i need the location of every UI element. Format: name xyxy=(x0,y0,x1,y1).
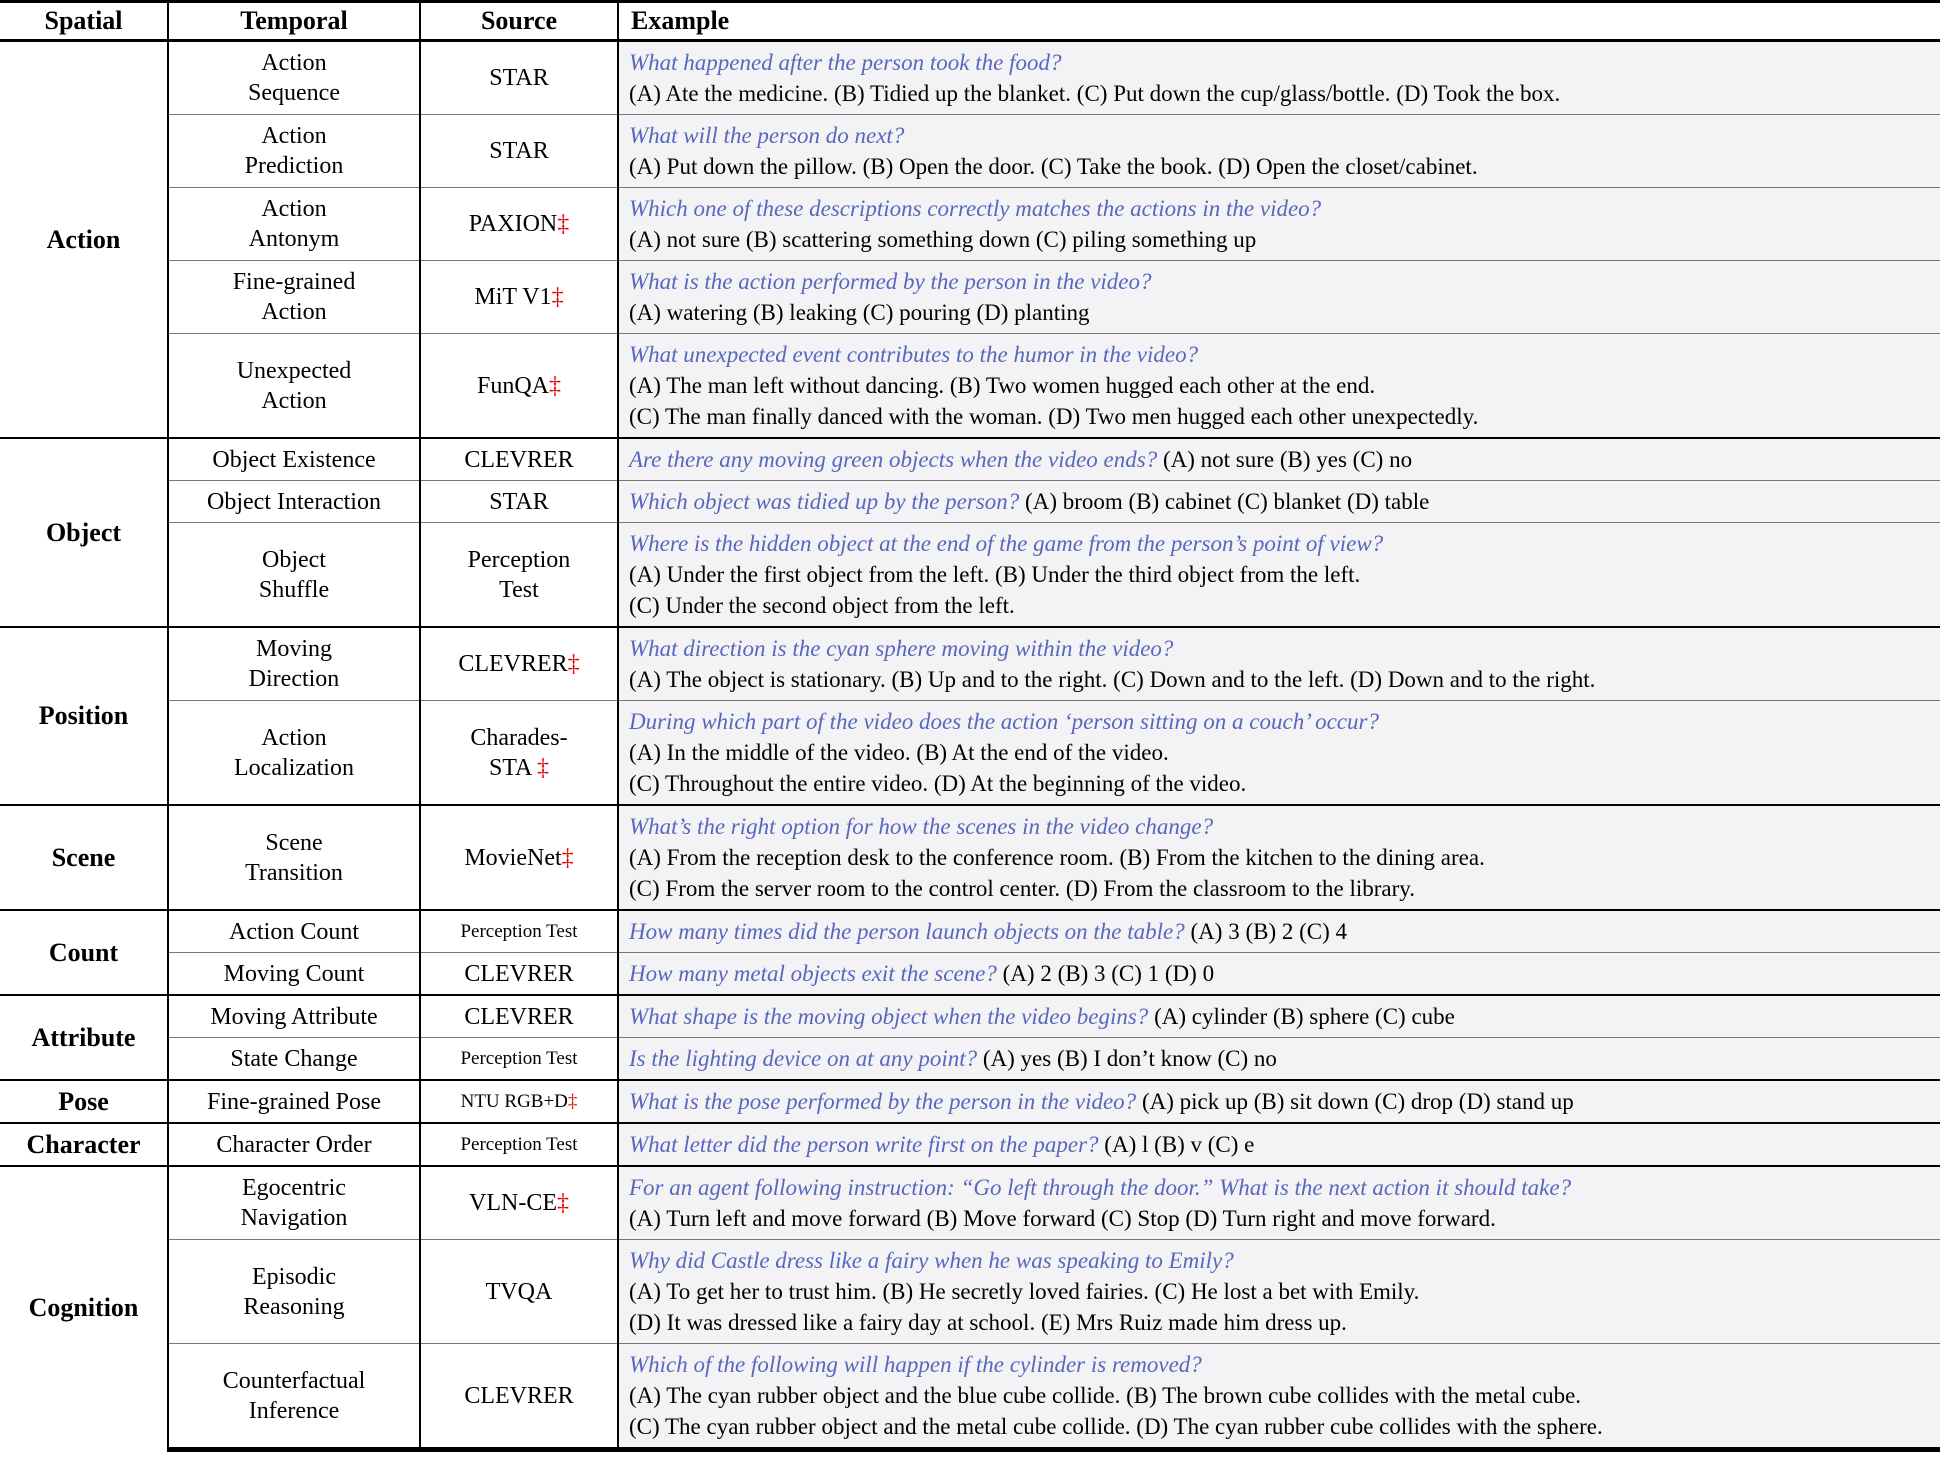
question-text: What direction is the cyan sphere moving within the video? xyxy=(629,636,1174,661)
example-line xyxy=(629,224,1930,255)
answer-options-text: (C) The man finally danced with the woman. (D) Two men hugged each other unexpectedly. xyxy=(629,404,1479,429)
source-dataset-label: Perception Test xyxy=(460,1133,578,1155)
header-example: Example xyxy=(618,2,1940,41)
example-line xyxy=(629,1172,1930,1203)
question-text: Which of the following will happen if the cylinder is removed? xyxy=(629,1352,1202,1377)
answer-options-text: (C) The cyan rubber object and the metal cube collide. (D) The cyan rubber cube collides with the sphere. xyxy=(629,1414,1603,1439)
source-dataset-cell xyxy=(420,334,618,439)
question-text: What is the pose performed by the person in the video? xyxy=(629,1089,1137,1114)
example-line xyxy=(629,590,1930,621)
source-dataset-cell xyxy=(420,481,618,523)
source-line xyxy=(427,445,611,475)
table-row xyxy=(0,115,1940,188)
example-line xyxy=(629,1086,1930,1117)
example-line xyxy=(629,1245,1930,1276)
temporal-task-cell xyxy=(168,481,420,523)
source-line xyxy=(427,843,611,873)
source-dataset-label: STAR xyxy=(489,138,549,164)
source-dataset-label: FunQA xyxy=(476,372,549,399)
table-row xyxy=(0,953,1940,996)
example-line xyxy=(629,1411,1930,1442)
temporal-task-label: Fine-grained xyxy=(232,269,356,295)
answer-options-text: (A) yes (B) I don’t know (C) no xyxy=(977,1046,1277,1071)
spatial-category-cell: Position xyxy=(0,627,168,805)
example-cell xyxy=(618,953,1940,996)
example-line xyxy=(629,486,1930,517)
dagger-footnote-marker: ‡ xyxy=(561,844,574,871)
source-line xyxy=(427,282,611,312)
source-dataset-cell xyxy=(420,953,618,996)
example-line xyxy=(629,633,1930,664)
example-cell xyxy=(618,910,1940,953)
source-dataset-cell xyxy=(420,115,618,188)
dagger-footnote-marker: ‡ xyxy=(567,1090,578,1112)
source-dataset-label: MovieNet xyxy=(464,844,562,871)
temporal-task-cell xyxy=(168,1240,420,1344)
temporal-task-label: Moving Attribute xyxy=(210,1003,378,1030)
dagger-footnote-marker: ‡ xyxy=(537,754,550,781)
temporal-task-cell xyxy=(168,261,420,334)
answer-options-text: (D) It was dressed like a fairy day at school. (E) Mrs Ruiz made him dress up. xyxy=(629,1310,1347,1335)
temporal-task-cell xyxy=(168,953,420,996)
example-cell xyxy=(618,1240,1940,1344)
source-line xyxy=(427,1188,611,1218)
example-cell xyxy=(618,1123,1940,1166)
source-dataset-cell xyxy=(420,1038,618,1081)
question-text: What is the action performed by the person in the video? xyxy=(629,269,1152,294)
source-dataset-label: Perception xyxy=(467,546,571,573)
header-row xyxy=(0,2,1940,41)
source-dataset-label: MiT V1 xyxy=(474,284,552,310)
table-row xyxy=(0,1166,1940,1240)
temporal-task-label: Moving xyxy=(255,636,332,662)
source-line xyxy=(427,1381,611,1411)
source-dataset-cell xyxy=(420,438,618,481)
spatial-category-cell: Scene xyxy=(0,805,168,910)
example-cell xyxy=(618,523,1940,628)
temporal-task-label: Action xyxy=(261,196,327,222)
source-dataset-label: STAR xyxy=(489,65,549,91)
table-row xyxy=(0,1240,1940,1344)
example-line xyxy=(629,873,1930,904)
temporal-task-label: Direction xyxy=(248,666,340,692)
question-text: What letter did the person write first on the paper? xyxy=(629,1132,1099,1157)
table-row xyxy=(0,41,1940,115)
spatial-category-cell: Count xyxy=(0,910,168,995)
answer-options-text: (A) The object is stationary. (B) Up and to the right. (C) Down and to the left. (D) Down and to the right. xyxy=(629,667,1596,692)
spatial-category-cell: Character xyxy=(0,1123,168,1166)
question-text: During which part of the video does the action ‘person sitting on a couch’ occur? xyxy=(629,709,1379,734)
question-text: For an agent following instruction: “Go left through the door.” What is the next action it should take? xyxy=(629,1175,1572,1200)
question-text: Where is the hidden object at the end of the game from the person’s point of view? xyxy=(629,531,1384,556)
temporal-task-cell xyxy=(168,1166,420,1240)
question-text: Is the lighting device on at any point? xyxy=(629,1046,978,1071)
temporal-task-cell xyxy=(168,1038,420,1081)
table-row xyxy=(0,1344,1940,1450)
temporal-task-label: Reasoning xyxy=(243,1293,345,1320)
temporal-task-label: Action xyxy=(261,299,327,325)
temporal-task-label: Episodic xyxy=(252,1263,336,1290)
table-row xyxy=(0,995,1940,1038)
header-spatial: Spatial xyxy=(0,2,168,41)
temporal-task-cell xyxy=(168,523,420,628)
table-row xyxy=(0,627,1940,701)
temporal-task-cell xyxy=(168,188,420,261)
source-dataset-label: CLEVRER xyxy=(464,1003,574,1030)
example-line xyxy=(629,151,1930,182)
source-dataset-cell xyxy=(420,1123,618,1166)
example-line xyxy=(629,811,1930,842)
table-row xyxy=(0,523,1940,628)
example-cell xyxy=(618,627,1940,701)
source-dataset-label: PAXION xyxy=(468,211,558,237)
source-line xyxy=(427,1087,611,1117)
temporal-task-label: Action xyxy=(261,50,327,76)
temporal-task-label: Object xyxy=(262,546,326,573)
example-cell xyxy=(618,995,1940,1038)
example-cell xyxy=(618,41,1940,115)
spatial-category-cell: Object xyxy=(0,438,168,627)
example-line xyxy=(629,958,1930,989)
source-line xyxy=(427,917,611,947)
header-temporal: Temporal xyxy=(168,2,420,41)
temporal-task-label: Shuffle xyxy=(258,576,330,603)
answer-options-text: (A) From the reception desk to the conference room. (B) From the kitchen to the dining area. xyxy=(629,845,1485,870)
example-cell xyxy=(618,1166,1940,1240)
answer-options-text: (A) In the middle of the video. (B) At the end of the video. xyxy=(629,740,1169,765)
example-cell xyxy=(618,701,1940,806)
temporal-task-label: Unexpected xyxy=(236,357,352,384)
temporal-task-label: Counterfactual xyxy=(222,1367,366,1394)
source-dataset-label: Charades- xyxy=(470,724,568,751)
temporal-task-label: Action xyxy=(261,387,327,414)
example-line xyxy=(629,1380,1930,1411)
dagger-footnote-marker: ‡ xyxy=(557,211,570,237)
example-cell xyxy=(618,1080,1940,1123)
temporal-task-label: Fine-grained Pose xyxy=(207,1088,381,1115)
source-dataset-label: STA xyxy=(488,754,538,781)
source-dataset-label: CLEVRER xyxy=(464,1382,574,1409)
table-row xyxy=(0,805,1940,910)
dagger-footnote-marker: ‡ xyxy=(549,372,561,399)
table-body xyxy=(0,41,1940,1450)
temporal-task-cell xyxy=(168,115,420,188)
spatial-category-cell: Pose xyxy=(0,1080,168,1123)
example-cell xyxy=(618,1344,1940,1450)
temporal-task-label: Object Interaction xyxy=(207,488,381,515)
source-dataset-cell xyxy=(420,188,618,261)
temporal-task-label: Action xyxy=(261,123,327,149)
source-dataset-cell xyxy=(420,261,618,334)
example-line xyxy=(629,1043,1930,1074)
temporal-task-label: Scene xyxy=(265,829,323,856)
temporal-task-label: Moving Count xyxy=(223,960,365,987)
source-line xyxy=(427,1277,611,1307)
dagger-footnote-marker: ‡ xyxy=(556,1190,569,1216)
question-text: What happened after the person took the food? xyxy=(629,50,1062,75)
temporal-task-label: Action Count xyxy=(229,918,359,945)
answer-options-text: (A) Under the first object from the left. (B) Under the third object from the left. xyxy=(629,562,1361,587)
answer-options-text: (A) broom (B) cabinet (C) blanket (D) table xyxy=(1019,489,1430,514)
example-line xyxy=(629,916,1930,947)
temporal-task-label: State Change xyxy=(230,1045,358,1072)
example-line xyxy=(629,768,1930,799)
answer-options-text: (A) watering (B) leaking (C) pouring (D) planting xyxy=(629,300,1090,325)
table-row xyxy=(0,334,1940,439)
temporal-task-cell xyxy=(168,910,420,953)
temporal-task-label: Object Existence xyxy=(212,446,376,473)
source-line xyxy=(427,723,611,753)
source-dataset-cell xyxy=(420,1166,618,1240)
temporal-task-cell xyxy=(168,334,420,439)
temporal-task-cell xyxy=(168,805,420,910)
example-line xyxy=(629,1307,1930,1338)
table-row xyxy=(0,1038,1940,1081)
source-dataset-cell xyxy=(420,995,618,1038)
source-line xyxy=(427,63,611,93)
spatial-category-cell: Action xyxy=(0,41,168,439)
temporal-task-label: Localization xyxy=(234,754,354,781)
question-text: Which object was tidied up by the person? xyxy=(629,489,1020,514)
example-cell xyxy=(618,481,1940,523)
temporal-task-label: Character Order xyxy=(216,1131,372,1158)
question-text: Why did Castle dress like a fairy when he was speaking to Emily? xyxy=(629,1248,1234,1273)
answer-options-text: (A) cylinder (B) sphere (C) cube xyxy=(1148,1004,1455,1029)
example-line xyxy=(629,193,1930,224)
example-cell xyxy=(618,805,1940,910)
header-source: Source xyxy=(420,2,618,41)
source-dataset-cell xyxy=(420,41,618,115)
example-line xyxy=(629,1001,1930,1032)
example-cell xyxy=(618,334,1940,439)
table-row xyxy=(0,1080,1940,1123)
temporal-task-cell xyxy=(168,1344,420,1450)
example-line xyxy=(629,370,1930,401)
example-line xyxy=(629,120,1930,151)
example-line xyxy=(629,297,1930,328)
example-cell xyxy=(618,115,1940,188)
answer-options-text: (A) not sure (B) yes (C) no xyxy=(1157,447,1413,472)
table-row xyxy=(0,188,1940,261)
source-dataset-label: STAR xyxy=(489,488,549,515)
temporal-task-cell xyxy=(168,1123,420,1166)
temporal-task-cell xyxy=(168,627,420,701)
question-text: Are there any moving green objects when the video ends? xyxy=(629,447,1158,472)
temporal-task-label: Inference xyxy=(248,1397,340,1424)
example-line xyxy=(629,1276,1930,1307)
temporal-task-cell xyxy=(168,995,420,1038)
question-text: What shape is the moving object when the video begins? xyxy=(629,1004,1149,1029)
source-dataset-label: VLN-CE xyxy=(469,1190,557,1216)
example-line xyxy=(629,47,1930,78)
source-dataset-cell xyxy=(420,805,618,910)
temporal-task-label: Prediction xyxy=(244,153,344,179)
source-line xyxy=(427,1002,611,1032)
temporal-task-label: Transition xyxy=(245,859,343,886)
temporal-task-cell xyxy=(168,701,420,806)
spatial-category-cell: Cognition xyxy=(0,1166,168,1450)
example-line xyxy=(629,664,1930,695)
answer-options-text: (A) Ate the medicine. (B) Tidied up the blanket. (C) Put down the cup/glass/bottle. (D) Took the box. xyxy=(629,81,1561,106)
spatial-category-cell: Attribute xyxy=(0,995,168,1080)
dagger-footnote-marker: ‡ xyxy=(551,284,564,310)
source-dataset-label: CLEVRER xyxy=(464,960,574,987)
dagger-footnote-marker: ‡ xyxy=(567,651,580,677)
example-cell xyxy=(618,1038,1940,1081)
table-row xyxy=(0,1123,1940,1166)
temporal-task-label: Egocentric xyxy=(242,1175,346,1201)
example-line xyxy=(629,842,1930,873)
source-line xyxy=(427,753,611,783)
source-line xyxy=(427,1044,611,1074)
example-line xyxy=(629,559,1930,590)
temporal-task-label: Navigation xyxy=(240,1205,348,1231)
example-cell xyxy=(618,261,1940,334)
answer-options-text: (A) l (B) v (C) e xyxy=(1098,1132,1255,1157)
answer-options-text: (A) The cyan rubber object and the blue cube collide. (B) The brown cube collides with the metal cube. xyxy=(629,1383,1582,1408)
answer-options-text: (A) not sure (B) scattering something down (C) piling something up xyxy=(629,227,1257,252)
answer-options-text: (A) Put down the pillow. (B) Open the door. (C) Take the book. (D) Open the closet/cabinet. xyxy=(629,154,1478,179)
source-dataset-label: TVQA xyxy=(485,1278,553,1305)
source-dataset-cell xyxy=(420,1344,618,1450)
question-text: What’s the right option for how the scenes in the video change? xyxy=(629,814,1214,839)
question-text: What unexpected event contributes to the humor in the video? xyxy=(629,342,1199,367)
answer-options-text: (A) Turn left and move forward (B) Move forward (C) Stop (D) Turn right and move forward. xyxy=(629,1206,1496,1231)
answer-options-text: (A) pick up (B) sit down (C) drop (D) stand up xyxy=(1136,1089,1574,1114)
source-line xyxy=(427,575,611,605)
answer-options-text: (A) 2 (B) 3 (C) 1 (D) 0 xyxy=(996,961,1215,986)
source-dataset-cell xyxy=(420,523,618,628)
source-line xyxy=(427,1130,611,1160)
source-dataset-label: Perception Test xyxy=(460,920,578,942)
temporal-task-cell xyxy=(168,41,420,115)
temporal-task-label: Action xyxy=(261,724,327,751)
answer-options-text: (A) The man left without dancing. (B) Two women hugged each other at the end. xyxy=(629,373,1376,398)
answer-options-text: (C) Throughout the entire video. (D) At the beginning of the video. xyxy=(629,771,1247,796)
source-line xyxy=(427,371,611,401)
answer-options-text: (C) From the server room to the control center. (D) From the classroom to the library. xyxy=(629,876,1416,901)
example-line xyxy=(629,444,1930,475)
table-row xyxy=(0,438,1940,481)
source-line xyxy=(427,545,611,575)
table-row xyxy=(0,910,1940,953)
table-row xyxy=(0,701,1940,806)
source-dataset-cell xyxy=(420,627,618,701)
source-dataset-label: CLEVRER xyxy=(464,446,574,473)
temporal-task-label: Antonym xyxy=(248,226,340,252)
source-line xyxy=(427,649,611,679)
question-text: What will the person do next? xyxy=(629,123,905,148)
example-cell xyxy=(618,438,1940,481)
example-line xyxy=(629,706,1930,737)
example-line xyxy=(629,737,1930,768)
example-line xyxy=(629,1129,1930,1160)
question-text: How many metal objects exit the scene? xyxy=(629,961,997,986)
answer-options-text: (A) To get her to trust him. (B) He secretly loved fairies. (C) He lost a bet with Emily. xyxy=(629,1279,1420,1304)
table-row xyxy=(0,261,1940,334)
source-dataset-label: CLEVRER xyxy=(458,651,568,677)
source-dataset-label: NTU RGB+D xyxy=(460,1090,568,1112)
source-dataset-label: Perception Test xyxy=(460,1047,578,1069)
source-dataset-cell xyxy=(420,1080,618,1123)
example-line xyxy=(629,1349,1930,1380)
temporal-task-cell xyxy=(168,1080,420,1123)
source-dataset-cell xyxy=(420,701,618,806)
source-line xyxy=(427,209,611,239)
source-dataset-cell xyxy=(420,910,618,953)
example-line xyxy=(629,528,1930,559)
question-text: Which one of these descriptions correctly matches the actions in the video? xyxy=(629,196,1322,221)
example-line xyxy=(629,339,1930,370)
source-line xyxy=(427,136,611,166)
example-cell xyxy=(618,188,1940,261)
example-line xyxy=(629,78,1930,109)
question-text: How many times did the person launch objects on the table? xyxy=(629,919,1185,944)
example-line xyxy=(629,266,1930,297)
answer-options-text: (A) 3 (B) 2 (C) 4 xyxy=(1184,919,1348,944)
source-dataset-label: Test xyxy=(499,576,539,603)
example-line xyxy=(629,1203,1930,1234)
table-row xyxy=(0,481,1940,523)
example-line xyxy=(629,401,1930,432)
temporal-task-label: Sequence xyxy=(248,80,340,106)
temporal-task-cell xyxy=(168,438,420,481)
table-header xyxy=(0,2,1940,41)
source-line xyxy=(427,959,611,989)
source-line xyxy=(427,487,611,517)
answer-options-text: (C) Under the second object from the left. xyxy=(629,593,1015,618)
source-dataset-cell xyxy=(420,1240,618,1344)
